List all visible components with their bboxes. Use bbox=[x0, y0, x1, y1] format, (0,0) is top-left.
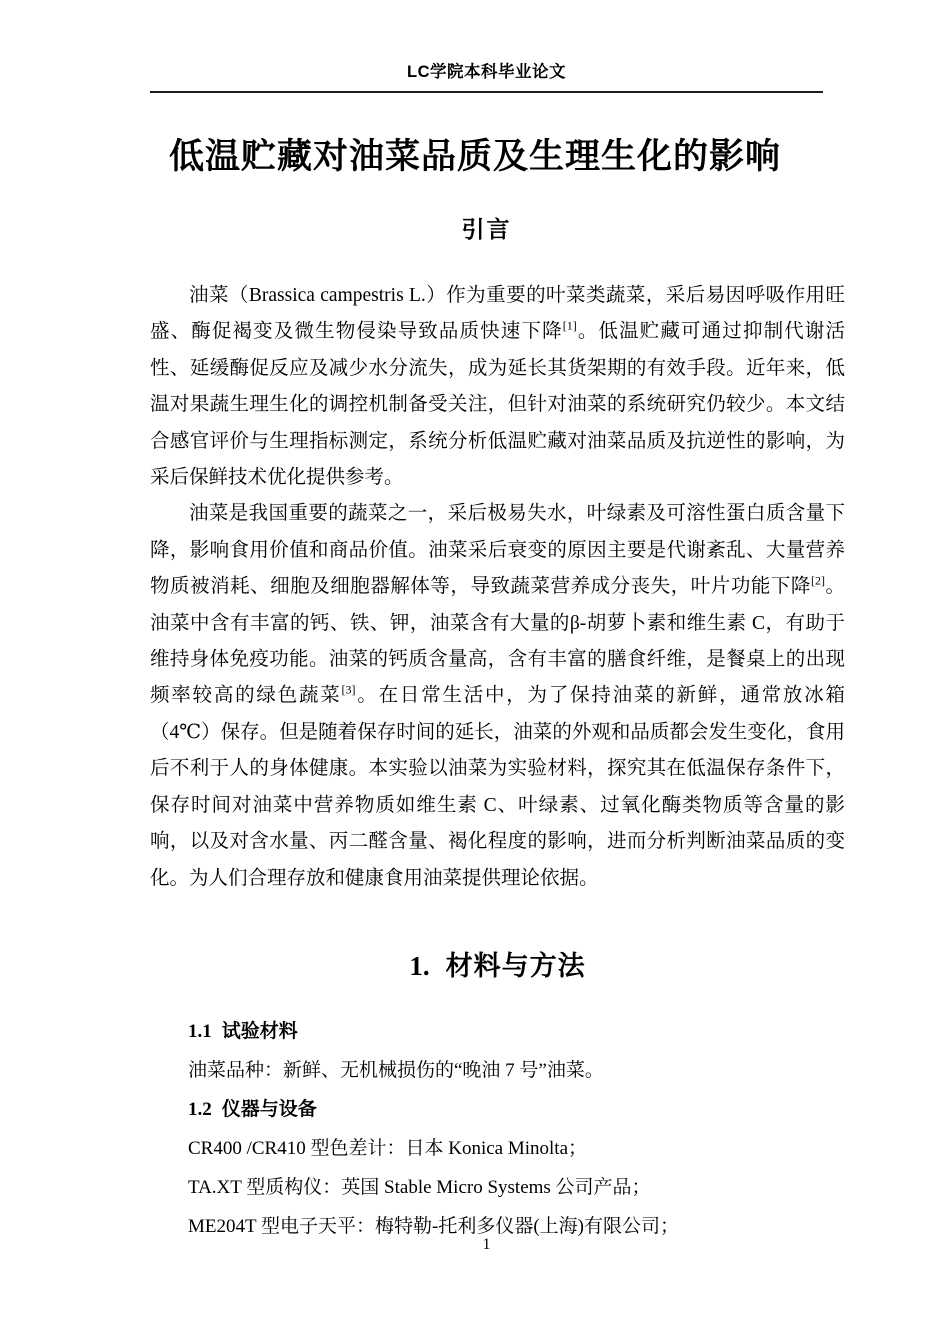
page-header: LC学院本科毕业论文 bbox=[407, 63, 566, 81]
materials-methods-block bbox=[188, 1012, 845, 1246]
equipment-line-texture-analyzer: TA.XT 型质构仪：英国 Stable Micro Systems 公司产品； bbox=[188, 1177, 651, 1198]
subsection-1-2-heading bbox=[188, 1090, 845, 1129]
header-divider bbox=[150, 91, 823, 93]
introduction-body bbox=[150, 278, 845, 897]
subsection-1-1-title: 试验材料 bbox=[221, 1021, 298, 1042]
section-1-title: 材料与方法 bbox=[445, 951, 586, 981]
subsection-1-2-title: 仪器与设备 bbox=[221, 1099, 317, 1120]
section-1-heading bbox=[150, 944, 845, 983]
equipment-line-balance: ME204T 型电子天平：梅特勒-托利多仪器(上海)有限公司； bbox=[188, 1216, 679, 1237]
introduction-heading: 引言 bbox=[461, 216, 512, 242]
subsection-1-1-number: 1.1 bbox=[188, 1021, 212, 1042]
intro-paragraph-1: 油菜（Brassica campestris L.）作为重要的叶菜类蔬菜，采后易因呼吸作用旺盛、酶促褐变及微生物侵染导致品质快速下降[1]。低温贮藏可通过抑制代谢活性、延缓酶促反应及减少水分流失，成为延长其货架期的有效手段。近年来，低温对果蔬生理生化的调控机制备受关注，但针对油菜的系统研究仍较少。本文结合感官评价与生理指标测定，系统分析低温贮藏对油菜品质及抗逆性的影响，为采后保鲜技术优化提供参考。 bbox=[150, 285, 845, 489]
subsection-1-1-heading bbox=[188, 1012, 845, 1051]
test-material-line: 油菜品种：新鲜、无机械损伤的“晚油 7 号”油菜。 bbox=[188, 1060, 604, 1081]
equipment-line-colorimeter: CR400 /CR410 型色差计：日本 Konica Minolta； bbox=[188, 1138, 588, 1159]
intro-paragraph-2: 油菜是我国重要的蔬菜之一，采后极易失水，叶绿素及可溶性蛋白质含量下降，影响食用价值和商品价值。油菜采后衰变的原因主要是代谢紊乱、大量营养物质被消耗、细胞及细胞器解体等，导致蔬菜营养成分丧失，叶片功能下降[2]。油菜中含有丰富的钙、铁、钾，油菜含有大量的β-胡萝卜素和维生素 C，有助于维持身体免疫功能。油菜的钙质含量高，含有丰富的膳食纤维，是餐桌上的出现频率较高的绿色蔬菜[3]。在日常生活中，为了保持油菜的新鲜，通常放冰箱（4℃）保存。但是随着保存时间的延长，油菜的外观和品质都会发生变化，食用后不利于人的身体健康。本实验以油菜为实验材料，探究其在低温保存条件下，保存时间对油菜中营养物质如维生素 C、叶绿素、过氧化酶类物质等含量的影响，以及对含水量、丙二醛含量、褐化程度的影响，进而分析判断油菜品质的变化。为人们合理存放和健康食用油菜提供理论依据。 bbox=[150, 503, 845, 889]
document-title: 低温贮藏对油菜品质及生理生化的影响 bbox=[168, 137, 781, 176]
subsection-1-2-number: 1.2 bbox=[188, 1099, 212, 1120]
section-1-number: 1. bbox=[409, 951, 430, 981]
page-number: 1 bbox=[482, 1236, 491, 1253]
